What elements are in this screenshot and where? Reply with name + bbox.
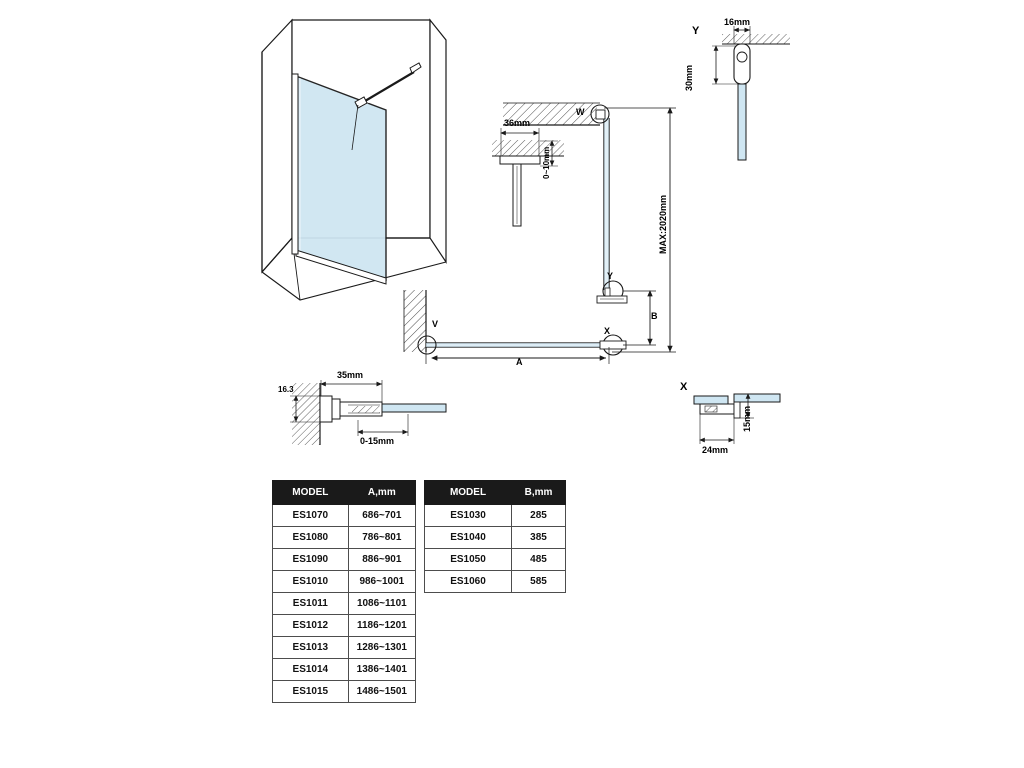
table-a-value: 1386~1401	[348, 659, 415, 681]
table-a-value: 1086~1101	[348, 593, 415, 615]
label-dim-a: A	[516, 357, 523, 367]
table-a-header-row	[273, 481, 416, 505]
table-a-value: 1186~1201	[348, 615, 415, 637]
table-b-value: 285	[512, 505, 566, 527]
table-b-model: ES1060	[425, 571, 512, 593]
table-a-model: ES1014	[273, 659, 349, 681]
table-a-model: ES1070	[273, 505, 349, 527]
table-a-model: ES1011	[273, 593, 349, 615]
table-b-header-value: B,mm	[512, 481, 566, 505]
table-a-value: 886~901	[348, 549, 415, 571]
table-row	[425, 571, 566, 593]
model-dimension-table-a	[272, 480, 416, 703]
table-a-model: ES1080	[273, 527, 349, 549]
label-detail-y-top: Y	[692, 25, 700, 37]
detail-w-bracket	[492, 128, 564, 226]
label-detail-v: V	[432, 319, 439, 329]
table-b-model: ES1040	[425, 527, 512, 549]
label-detail-x-inline: X	[604, 326, 611, 336]
table-row	[425, 527, 566, 549]
label-wall-adjust: 0-15mm	[360, 436, 395, 446]
table-a-header-model: MODEL	[273, 481, 349, 505]
table-a-model: ES1090	[273, 549, 349, 571]
label-detail-x-right: X	[680, 381, 688, 393]
table-a-value: 686~701	[348, 505, 415, 527]
table-a-model: ES1015	[273, 681, 349, 703]
label-detail-y-inline: Y	[607, 271, 614, 281]
table-row	[273, 637, 416, 659]
detail-y-section	[712, 26, 790, 160]
table-row	[425, 505, 566, 527]
label-dim-b: B	[651, 311, 658, 321]
label-y-bar-height: 30mm	[684, 64, 694, 91]
label-profile-depth: 35mm	[337, 370, 364, 380]
table-a-header-value: A,mm	[348, 481, 415, 505]
table-b-model: ES1030	[425, 505, 512, 527]
table-row	[273, 659, 416, 681]
label-x-bar-height: 15mm	[742, 405, 752, 432]
table-row	[273, 549, 416, 571]
table-b-value: 385	[512, 527, 566, 549]
table-a-value: 786~801	[348, 527, 415, 549]
label-detail-w: W	[576, 107, 585, 117]
perspective-view	[262, 20, 446, 300]
table-a-model: ES1010	[273, 571, 349, 593]
table-b-model: ES1050	[425, 549, 512, 571]
table-a-value: 986~1001	[348, 571, 415, 593]
label-max-height: MAX:2020mm	[658, 194, 668, 254]
detail-x-section	[694, 394, 780, 444]
table-row	[273, 681, 416, 703]
table-a-value: 1286~1301	[348, 637, 415, 659]
label-bracket-width: 36mm	[504, 118, 531, 128]
label-y-bar-width: 16mm	[724, 17, 751, 27]
table-a-model: ES1012	[273, 615, 349, 637]
table-b-value: 585	[512, 571, 566, 593]
model-dimension-table-b	[424, 480, 566, 593]
table-row	[273, 593, 416, 615]
table-row	[273, 527, 416, 549]
table-a-model: ES1013	[273, 637, 349, 659]
table-b-header-row	[425, 481, 566, 505]
label-bracket-adjust: 0~10mm	[542, 146, 551, 179]
table-b-header-model: MODEL	[425, 481, 512, 505]
table-row	[273, 505, 416, 527]
table-row	[273, 615, 416, 637]
table-a-value: 1486~1501	[348, 681, 415, 703]
table-b-value: 485	[512, 549, 566, 571]
label-x-bar-width: 24mm	[702, 445, 729, 455]
table-row	[425, 549, 566, 571]
table-row	[273, 571, 416, 593]
label-profile-offset: 16.3	[278, 385, 294, 394]
